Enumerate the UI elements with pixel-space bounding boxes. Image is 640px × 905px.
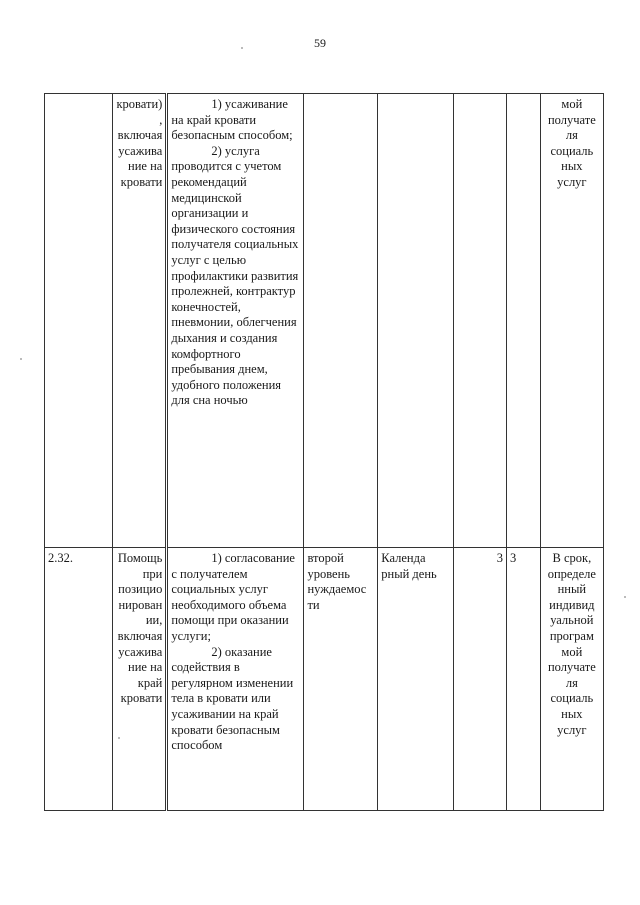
content-item: 1) согласование с получателем социальных услуг необходимого объема помощи при оказании услуги; [171,551,295,643]
cell-value [506,94,540,548]
cell-value [454,94,507,548]
cell-value: 3 [506,548,540,811]
cell-value: 3 [454,548,507,811]
cell-need-level [304,94,378,548]
cell-number: 2.32. [45,548,113,811]
cell-unit: Календа рный день [378,548,454,811]
cell-term: В срок, определе нный индивид уальной програм мой получате ля социаль ных услуг [540,548,603,811]
cell-need-level: второй уровень нуждаемос ти [304,548,378,811]
scan-speck [241,47,243,49]
cell-service-content [167,94,304,548]
services-table [44,93,604,811]
cell-term: мой получате ля социаль ных услуг [540,94,603,548]
cell-unit [378,94,454,548]
page-number: 59 [314,36,326,50]
scan-speck [20,358,22,360]
cell-service-name: кровати) , включая усажива ние на кровати [112,94,167,548]
content-item: 1) усаживание на край кровати безопасным способом; [171,97,293,143]
content-item: 2) услуга проводится с учетом рекомендаций медицинской организации и физического состояния получателя социальных услуг с целью профилактики развития пролежней, контрактур конечностей, пневмонии, облегчения дыхания и создания комфортного пребывания днем, удобного положения для сна ночью [171,143,299,408]
cell-number [45,94,113,548]
cell-service-content [167,548,304,811]
table-row [45,548,604,811]
cell-service-name: Помощь при позицио нирован ии, включая усажива ние на край кровати [112,548,167,811]
table-row [45,94,604,548]
scan-speck [624,596,626,598]
content-item: 2) оказание содействия в регулярном изменении тела в кровати или усаживании на край кровати безопасным способом [171,644,294,753]
